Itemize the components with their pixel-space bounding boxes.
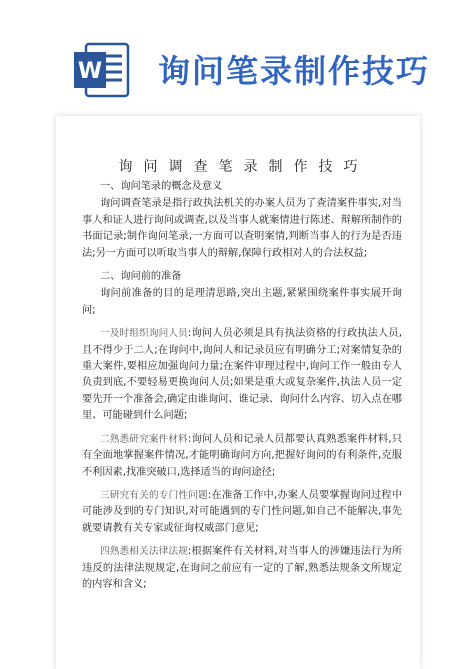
paragraph-5-text: :在准备工作中,办案人员要掌握询问过程中可能涉及到的专门知识,对可能遇到的专门性问题,如自己不能解决,事先就要请教有关专家或征询权威部门意见; (82, 489, 403, 534)
paragraph-6-lead: 四熟悉相关法律法规 (100, 546, 188, 558)
paragraph-3-lead: 一及时组织询问人员 (100, 328, 188, 340)
word-logo-letter: W (77, 59, 103, 84)
section-heading-1: 一、询问笔录的概念及意义 (100, 181, 223, 192)
paragraph-4 (82, 432, 402, 481)
paragraph-3-text: :询问人员必须是具有执法资格的行政执法人员,且不得少于二人;在询问中,询问人和记录员应有明确分工;对案情复杂的重大案件,要相应加强询问力量;在案件审理过程中,询问工作一般由专人负责到底,不要轻易更换询问人员;如果是重大或复杂案件,执法人员一定要先开一个准备会,确定由谁询问、谁记录、询问什么内容、切入点在哪里、可能碰到什么问题; (82, 328, 403, 422)
paragraph-2: 询问前准备的目的是理清思路,突出主题,紧紧围绕案件事实展开询问; (82, 288, 402, 316)
paragraph-4-text: :询问人员和记录人员都要认真熟悉案件材料,只有全面地掌握案件情况,才能明确询问方向,把握好询问的有利条件,克服不利因素,找准突破口,选择适当的询问途径; (82, 433, 403, 478)
document-body (82, 178, 402, 593)
paragraph-5 (82, 488, 402, 537)
paragraph-4-lead: 二熟悉研究案件材料 (100, 433, 188, 445)
paragraph-3 (82, 326, 402, 424)
paragraph-5-lead: 三研究有关的专门性问题 (100, 489, 208, 501)
word-icon (72, 40, 130, 100)
paragraph-6-text: :根据案件有关材料,对当事人的涉嫌违法行为所违反的法律法规规定,在询问之前应有一定的了解,熟悉法规条文所规定的内容和含义; (82, 546, 403, 590)
paragraph-1: 询问调查笔录是指行政执法机关的办案人员为了查清案件事实,对当事人和证人进行询问或调查,以及当事人就案情进行陈述、辩解所制作的书面记录;制作询问笔录,一方面可以查明案情,判断当事人的行为是否违法;另一方面可以听取当事人的辩解,保障行政相对人的合法权益; (82, 198, 402, 259)
section-heading-2: 二、询问前的准备 (100, 271, 182, 283)
banner-title: 询问笔录制作技巧 (158, 52, 431, 90)
document-paper (56, 116, 420, 669)
banner (0, 0, 474, 110)
paragraph-6 (82, 544, 402, 593)
document-title: 询问调查笔录制作技巧 (118, 159, 369, 175)
